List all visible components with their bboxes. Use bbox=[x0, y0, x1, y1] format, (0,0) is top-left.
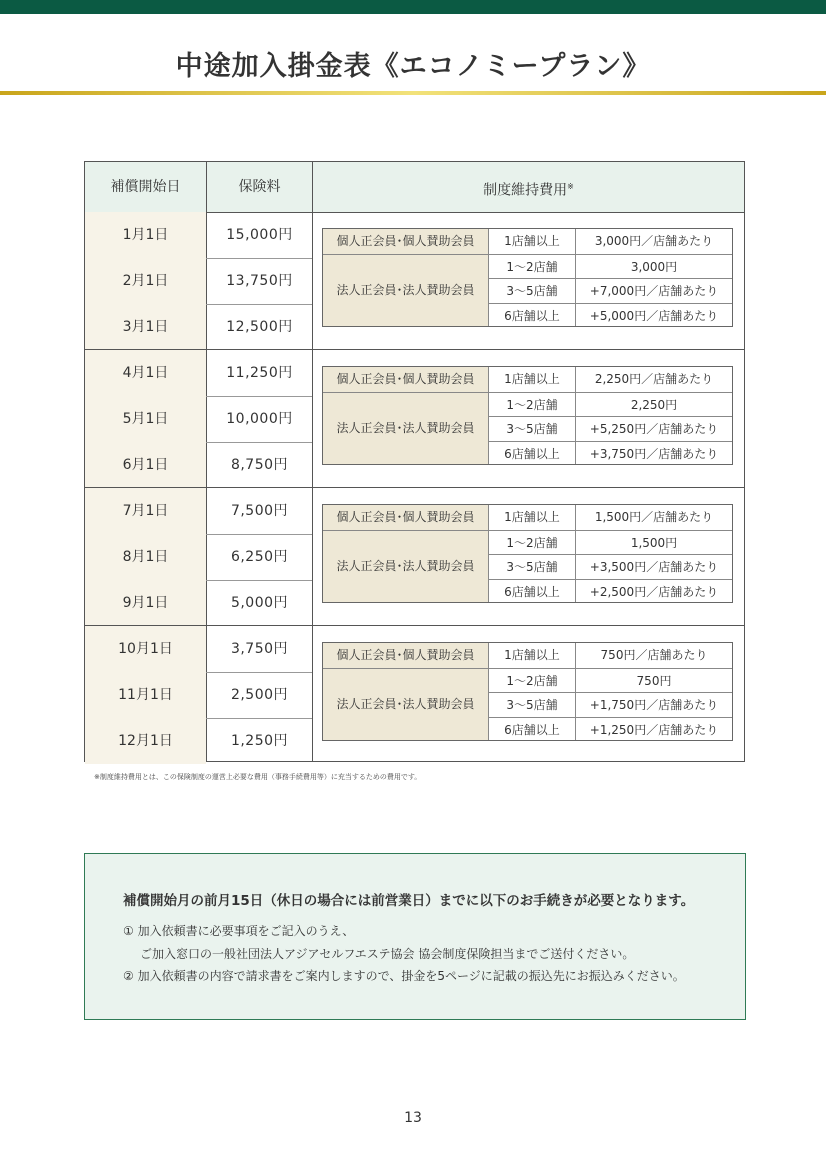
maintenance-fee-table bbox=[322, 228, 733, 327]
cell-divider bbox=[323, 668, 732, 669]
fee-amount-cell: 3,000円 bbox=[630, 259, 678, 274]
group-divider bbox=[85, 625, 744, 626]
cell-divider bbox=[489, 416, 732, 417]
store-count-cell: 6店舗以上 bbox=[504, 446, 560, 461]
notice-heading: 補償開始月の前月15日（休日の場合には前営業日）までに以下のお手続きが必要となります。 bbox=[123, 893, 695, 909]
cell-divider bbox=[489, 278, 732, 279]
date-cell: 11月1日 bbox=[85, 672, 206, 718]
fee-amount-cell: 1,500円／店舗あたり bbox=[594, 510, 714, 524]
store-count-cell: 1～2店舗 bbox=[506, 535, 558, 550]
table-header bbox=[85, 162, 744, 213]
maintenance-fee-table bbox=[322, 642, 733, 741]
fee-cell: 8,750円 bbox=[230, 457, 289, 473]
date-cell: 8月1日 bbox=[85, 534, 206, 580]
fee-amount-cell: 1,500円 bbox=[630, 535, 678, 550]
fee-amount-cell: +1,250円／店舗あたり bbox=[589, 722, 719, 737]
cell-divider bbox=[489, 692, 732, 693]
fee-cell: 1,250円 bbox=[230, 733, 289, 749]
fee-amount-cell: 2,250円 bbox=[630, 397, 678, 412]
notice-line-2: ご加入窓口の一般社団法人アジアセルフエステ協会 協会制度保険担当までご送付ください。 bbox=[140, 947, 635, 961]
member-type-corporate: 法人正会員･法人賛助会員 bbox=[323, 669, 488, 741]
header-fee: 保険料 bbox=[238, 179, 281, 195]
notice-line-3: ② 加入依頼書の内容で請求書をご案内しますので、掛金を5ページに記載の振込先にお振込みください。 bbox=[123, 969, 685, 983]
store-count-cell: 3～5店舗 bbox=[506, 560, 558, 574]
maintenance-fee-table bbox=[322, 366, 733, 465]
fee-amount-cell: +2,500円／店舗あたり bbox=[589, 584, 719, 599]
member-type-corporate: 法人正会員･法人賛助会員 bbox=[323, 255, 488, 327]
date-cell: 2月1日 bbox=[85, 258, 206, 304]
date-cell: 5月1日 bbox=[85, 396, 206, 442]
member-type-individual: 個人正会員･個人賛助会員 bbox=[323, 643, 488, 668]
title-underline bbox=[0, 91, 826, 95]
store-count-cell: 1店舗以上 bbox=[504, 234, 560, 248]
fee-cell: 6,250円 bbox=[230, 549, 289, 565]
maintenance-fee-table bbox=[322, 504, 733, 603]
page-number: 13 bbox=[404, 1110, 422, 1126]
fee-amount-cell: 750円／店舗あたり bbox=[600, 648, 708, 662]
cell-divider bbox=[323, 254, 732, 255]
fee-cell: 15,000円 bbox=[226, 227, 293, 243]
fee-amount-cell: +7,000円／店舗あたり bbox=[589, 284, 719, 298]
date-cell: 1月1日 bbox=[85, 212, 206, 258]
date-cell: 12月1日 bbox=[85, 718, 206, 764]
column-divider bbox=[312, 162, 313, 761]
fee-cell: 2,500円 bbox=[230, 687, 289, 703]
fee-amount-cell: 750円 bbox=[636, 673, 672, 688]
cell-divider bbox=[489, 579, 732, 580]
cell-divider bbox=[323, 530, 732, 531]
header-maintenance-mark: ※ bbox=[567, 182, 574, 191]
fee-amount-cell: 3,000円／店舗あたり bbox=[594, 234, 714, 248]
cell-divider bbox=[323, 392, 732, 393]
procedure-notice bbox=[84, 853, 746, 1020]
fee-amount-cell: +5,250円／店舗あたり bbox=[589, 422, 719, 436]
store-count-cell: 1～2店舗 bbox=[506, 397, 558, 412]
fee-amount-cell: 2,250円／店舗あたり bbox=[594, 372, 714, 386]
fee-amount-cell: +1,750円／店舗あたり bbox=[589, 698, 719, 712]
date-cell: 10月1日 bbox=[85, 626, 206, 672]
store-count-cell: 3～5店舗 bbox=[506, 284, 558, 298]
store-count-cell: 1店舗以上 bbox=[504, 510, 560, 524]
fee-cell: 11,250円 bbox=[226, 365, 293, 381]
date-cell: 3月1日 bbox=[85, 304, 206, 350]
fee-cell: 7,500円 bbox=[230, 503, 289, 519]
group-divider bbox=[85, 349, 744, 350]
group-divider bbox=[85, 487, 744, 488]
date-cell: 4月1日 bbox=[85, 350, 206, 396]
header-maintenance-label: 制度維持費用 bbox=[483, 182, 568, 199]
date-cell: 6月1日 bbox=[85, 442, 206, 488]
store-count-cell: 3～5店舗 bbox=[506, 698, 558, 712]
store-count-cell: 6店舗以上 bbox=[504, 584, 560, 599]
premium-table bbox=[84, 161, 745, 762]
member-type-corporate: 法人正会員･法人賛助会員 bbox=[323, 531, 488, 603]
store-count-cell: 6店舗以上 bbox=[504, 308, 560, 323]
header-maintenance bbox=[313, 162, 744, 212]
member-type-corporate: 法人正会員･法人賛助会員 bbox=[323, 393, 488, 465]
cell-divider bbox=[489, 554, 732, 555]
fee-amount-cell: +3,750円／店舗あたり bbox=[589, 446, 719, 461]
fee-cell: 12,500円 bbox=[226, 319, 293, 335]
store-count-cell: 1～2店舗 bbox=[506, 259, 558, 274]
cell-divider bbox=[489, 717, 732, 718]
date-cell: 9月1日 bbox=[85, 580, 206, 626]
fee-amount-cell: +5,000円／店舗あたり bbox=[589, 308, 719, 323]
footnote: ※制度維持費用とは、この保険制度の運営上必要な費用（事務手続費用等）に充当するための費用です。 bbox=[94, 773, 422, 781]
fee-cell: 5,000円 bbox=[230, 595, 289, 611]
page-title: 中途加入掛金表《エコノミープラン》 bbox=[175, 51, 651, 82]
date-cell: 7月1日 bbox=[85, 488, 206, 534]
fee-cell: 3,750円 bbox=[230, 641, 289, 657]
member-type-individual: 個人正会員･個人賛助会員 bbox=[323, 505, 488, 530]
cell-divider bbox=[489, 303, 732, 304]
store-count-cell: 6店舗以上 bbox=[504, 722, 560, 737]
store-count-cell: 1店舗以上 bbox=[504, 648, 560, 662]
fee-amount-cell: +3,500円／店舗あたり bbox=[589, 560, 719, 574]
store-count-cell: 1～2店舗 bbox=[506, 673, 558, 688]
store-count-cell: 3～5店舗 bbox=[506, 422, 558, 436]
notice-line-1: ① 加入依頼書に必要事項をご記入のうえ、 bbox=[123, 924, 355, 938]
fee-cell: 13,750円 bbox=[226, 273, 293, 289]
member-type-individual: 個人正会員･個人賛助会員 bbox=[323, 229, 488, 254]
top-bar bbox=[0, 0, 826, 14]
member-type-individual: 個人正会員･個人賛助会員 bbox=[323, 367, 488, 392]
header-date: 補償開始日 bbox=[110, 179, 181, 195]
store-count-cell: 1店舗以上 bbox=[504, 372, 560, 386]
fee-cell: 10,000円 bbox=[226, 411, 293, 427]
cell-divider bbox=[489, 441, 732, 442]
